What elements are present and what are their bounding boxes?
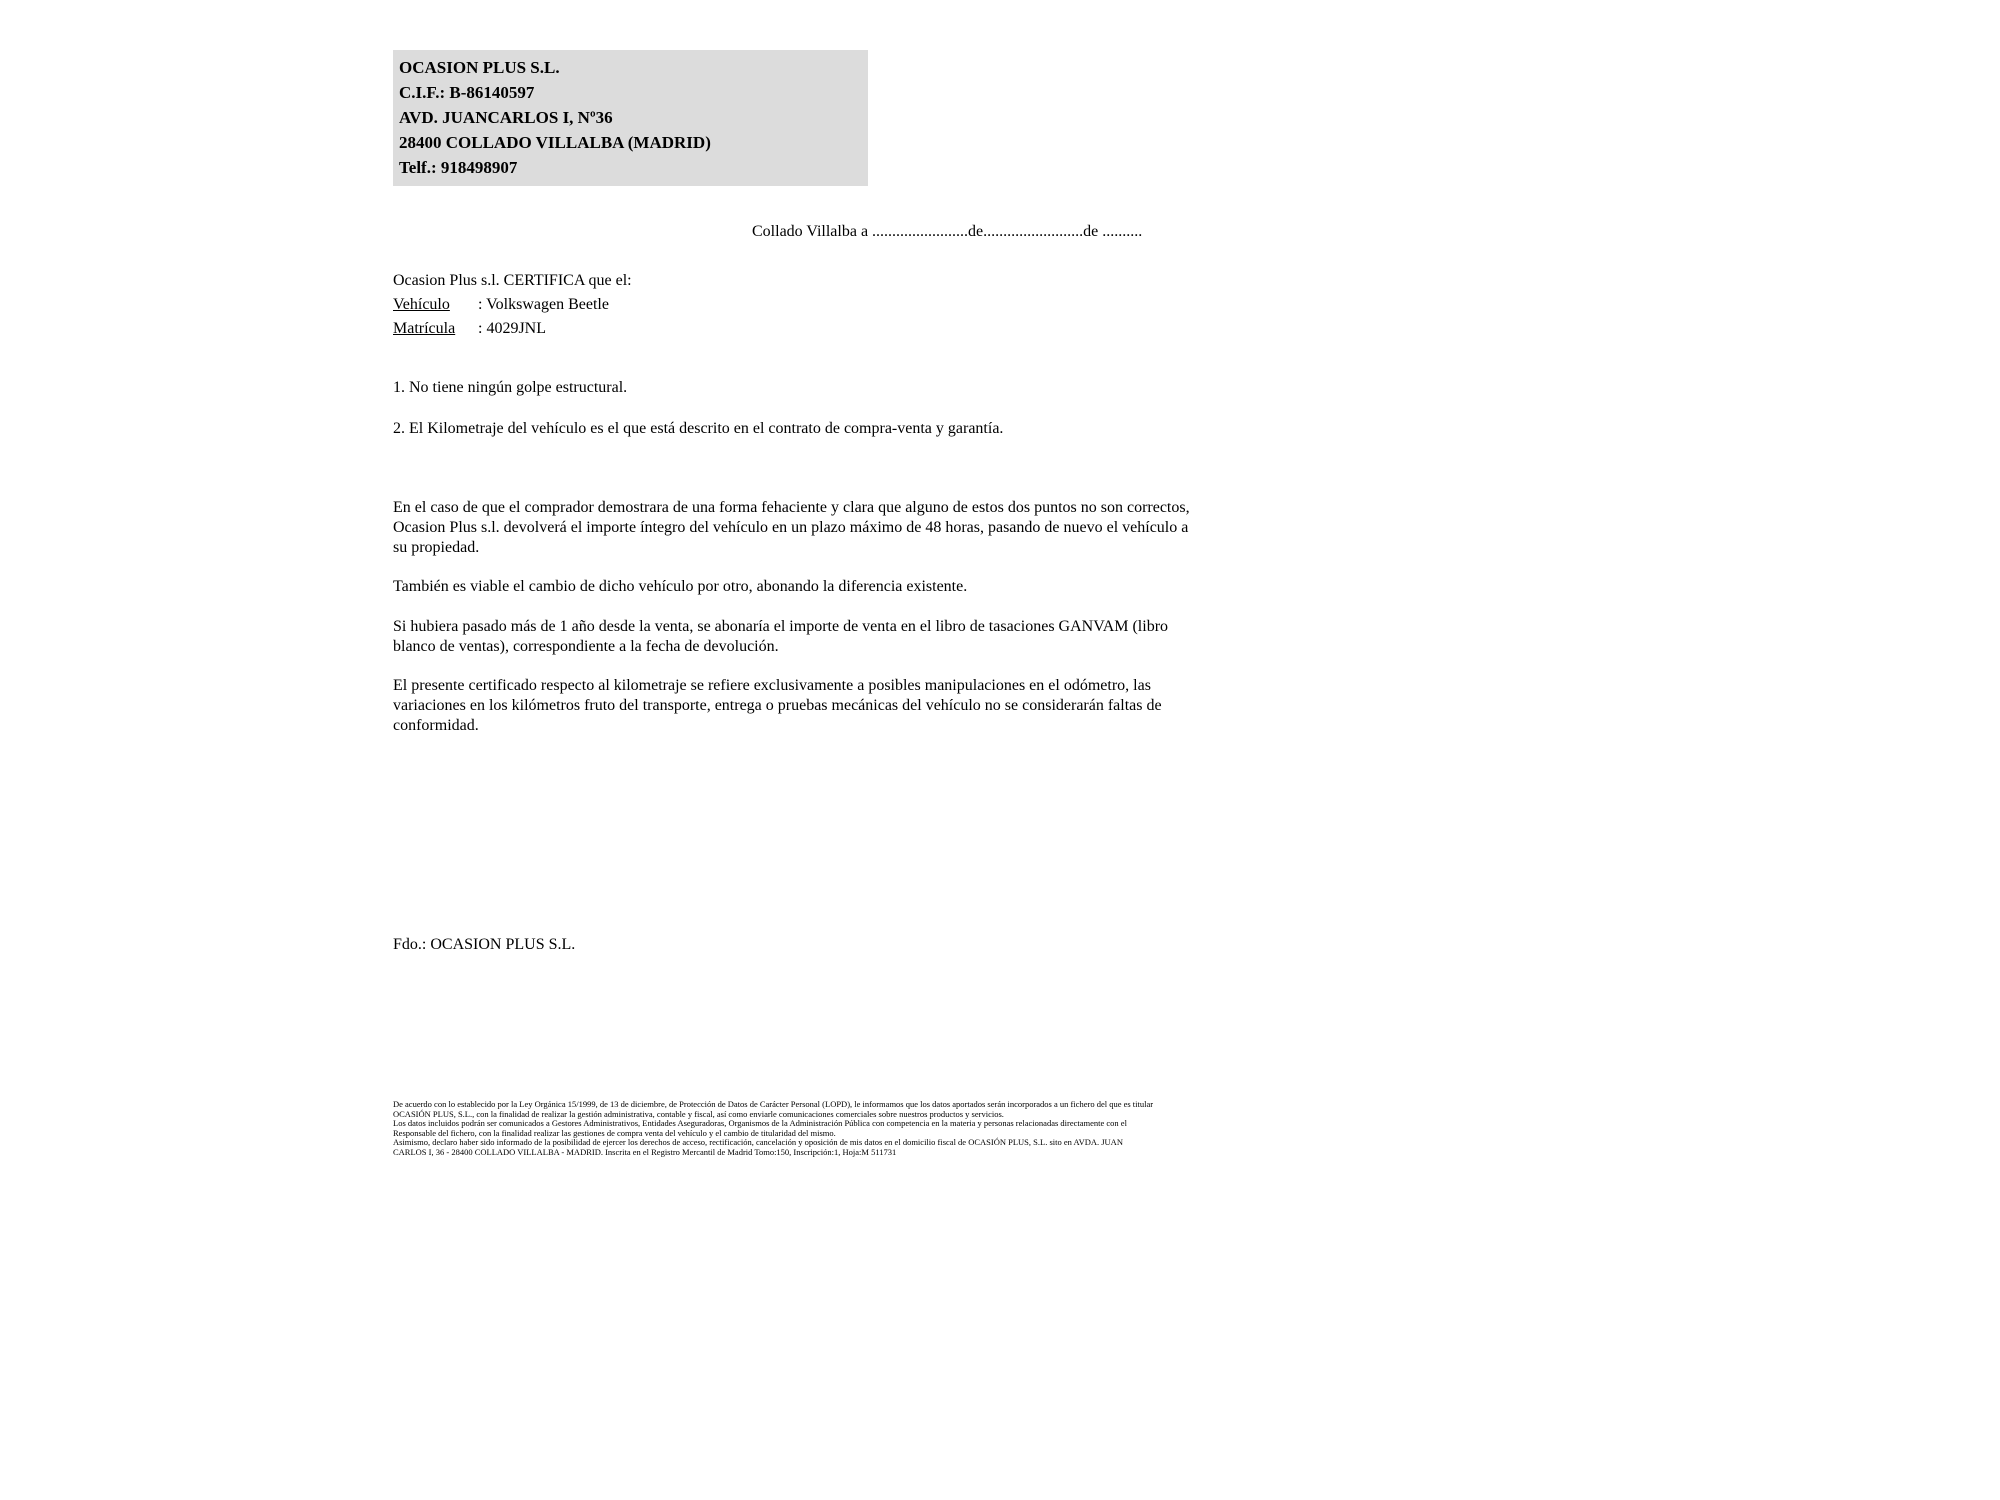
certify-block: [393, 269, 1203, 341]
vehicle-value: : Volkswagen Beetle: [478, 296, 609, 313]
company-cif: C.I.F.: B-86140597: [399, 83, 535, 102]
legal-line: OCASIÓN PLUS, S.L., con la finalidad de realizar la gestión administrativa, contable y fiscal, así como enviarle comunicaciones comerciales sobre nuestros productos y servicios.: [393, 1108, 1004, 1119]
plate-value: : 4029JNL: [478, 320, 546, 337]
body-paragraph-ganvam: Si hubiera pasado más de 1 año desde la venta, se abonaría el importe de venta en el libro de tasaciones GANVAM (libro blanco de ventas), correspondiente a la fecha de devolución.: [393, 618, 1169, 655]
company-phone: Telf.: 918498907: [399, 158, 518, 177]
vehicle-row: [393, 293, 1203, 317]
legal-line: De acuerdo con lo establecido por la Ley Orgánica 15/1999, de 13 de diciembre, de Protección de Datos de Carácter Personal (LOPD), le informamos que los datos aportados serán incorporados a un fichero del que es titular: [393, 1099, 1154, 1109]
plate-label-wrap: [393, 317, 478, 341]
legal-footer: [393, 1100, 1203, 1158]
legal-line: Responsable del fichero, con la finalidad realizar las gestiones de compra venta del vehículo y el cambio de titularidad del mismo.: [393, 1127, 836, 1138]
legal-line: CARLOS I, 36 - 28400 COLLADO VILLALBA - MADRID. Inscrita en el Registro Mercantil de Madrid Tomo:150, Inscripción:1, Hoja:M 511731: [393, 1146, 897, 1157]
body-paragraph-exchange: También es viable el cambio de dicho vehículo por otro, abonando la diferencia existente.: [393, 578, 968, 595]
certify-intro: Ocasion Plus s.l. CERTIFICA que el:: [393, 272, 632, 289]
legal-line: Asimismo, declaro haber sido informado de la posibilidad de ejercer los derechos de acceso, rectificación, cancelación y oposición de mis datos en el domicilio fiscal de OCASIÓN PLUS, S.L. sito en AVDA. JUAN: [393, 1137, 1123, 1148]
plate-row: [393, 317, 1203, 341]
body-paragraph-odometer: El presente certificado respecto al kilometraje se refiere exclusivamente a posibles manipulaciones en el odómetro, las variaciones en los kilómetros fruto del transporte, entrega o pruebas mecánicas del vehículo no se considerarán faltas de conformidad.: [393, 677, 1162, 734]
company-name: OCASION PLUS S.L.: [399, 58, 560, 77]
company-city: 28400 COLLADO VILLALBA (MADRID): [399, 133, 711, 152]
company-address: AVD. JUANCARLOS I, Nº36: [399, 108, 613, 127]
body-paragraph-refund: En el caso de que el comprador demostrara de una forma fehaciente y clara que alguno de estos dos puntos no son correctos, Ocasion Plus s.l. devolverá el importe íntegro del vehículo en un plazo máximo de 48 horas, pasando de nuevo el vehículo a su propiedad.: [393, 499, 1190, 556]
vehicle-label: Vehículo: [393, 296, 450, 313]
legal-line: Los datos incluidos podrán ser comunicados a Gestores Administrativos, Entidades Aseguradoras, Organismos de la Administración Pública con competencia en la materia y personas relacionadas directamente con el: [393, 1118, 1127, 1129]
signature-line: Fdo.: OCASION PLUS S.L.: [393, 936, 576, 953]
certify-point-2: 2. El Kilometraje del vehículo es el que está descrito en el contrato de compra-venta y garantía.: [393, 420, 1004, 437]
plate-label: Matrícula: [393, 320, 456, 337]
certify-point-1: 1. No tiene ningún golpe estructural.: [393, 379, 628, 396]
vehicle-label-wrap: [393, 293, 478, 317]
letterhead: [393, 50, 868, 186]
date-place-line: Collado Villalba a ........................de.........................de ..........: [752, 223, 1143, 240]
